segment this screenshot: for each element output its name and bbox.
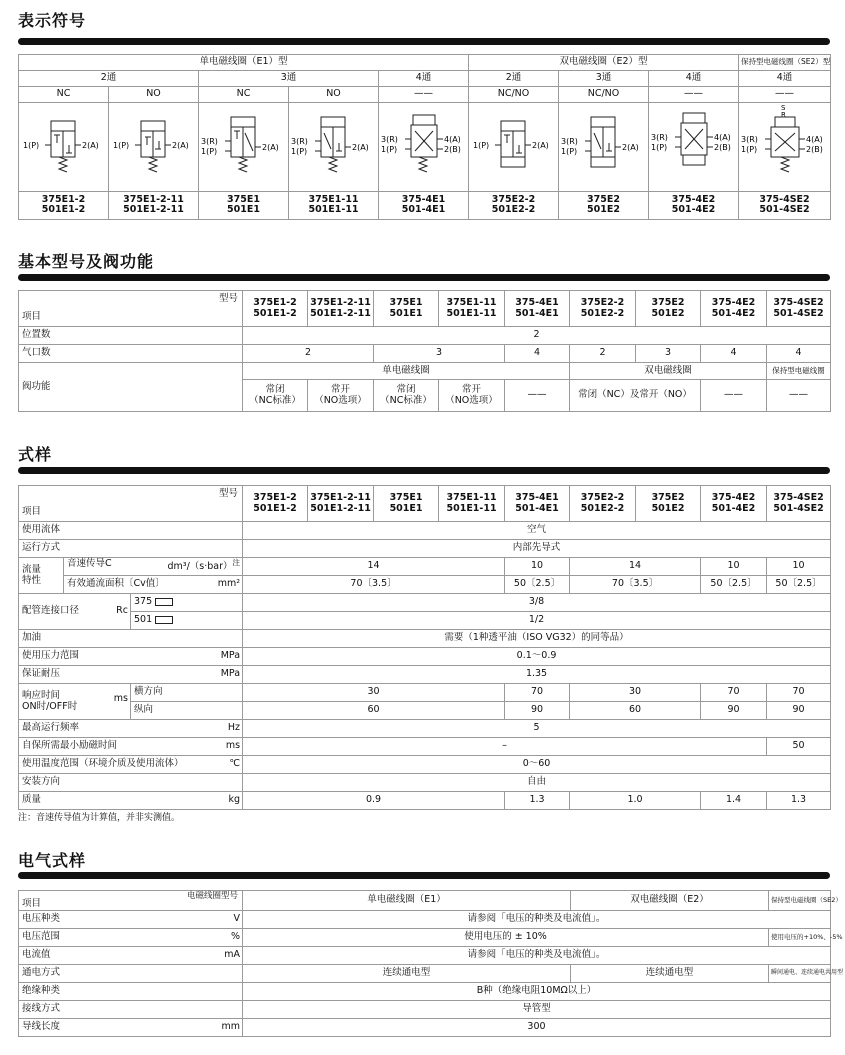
ports-cell: 3通	[199, 71, 379, 87]
fn-cell: NC/NO	[559, 87, 649, 103]
value-cell: 1.0	[570, 792, 701, 810]
svg-text:R: R	[781, 111, 786, 119]
valve-symbol	[199, 103, 289, 192]
header-cell: 单电磁线圈（E1）	[243, 891, 571, 911]
svg-text:S: S	[781, 104, 786, 112]
row-label: 响应时间 ON时/OFF时 ms	[19, 684, 131, 720]
section-bar	[18, 274, 830, 281]
value-cell: 2	[570, 345, 636, 363]
fn-cell: ——	[739, 87, 831, 103]
svg-text:2(A): 2(A)	[622, 143, 639, 152]
value-cell: 60	[243, 702, 505, 720]
header-corner: 型号 项目	[19, 291, 243, 327]
model-cell: 375E2-2 501E2-2	[570, 291, 636, 327]
value-cell: 常闭（NC）及常开（NO）	[570, 380, 701, 412]
value-cell: 请参阅「电压的种类及电流值」。	[243, 947, 831, 965]
model-cell: 375-4E1 501-4E1	[379, 191, 469, 219]
value-cell: 0.9	[243, 792, 505, 810]
svg-text:2(B): 2(B)	[714, 143, 731, 152]
value-cell: 0～60	[243, 756, 831, 774]
valve-symbol	[19, 103, 109, 192]
basic-table	[18, 290, 831, 412]
electrical-table	[18, 890, 844, 1037]
value-cell: B种（绝缘电阻10MΩ以上）	[243, 983, 831, 1001]
row-label: 气口数	[19, 345, 243, 363]
svg-text:2(A): 2(A)	[352, 143, 369, 152]
value-cell: 1.35	[243, 666, 831, 684]
value-cell: 10	[701, 558, 767, 576]
svg-text:2(A): 2(A)	[262, 143, 279, 152]
value-cell: 保持型电磁线圈	[767, 363, 831, 380]
header-corner: 型号 项目	[19, 486, 243, 522]
model-cell: 375E1 501E1	[374, 486, 439, 522]
value-cell: 3	[374, 345, 505, 363]
svg-text:1(P): 1(P)	[651, 143, 668, 152]
model-cell: 375E1-2 501E1-2	[243, 486, 308, 522]
row-label: 最高运行频率 Hz	[19, 720, 243, 738]
header-corner: 电磁线圈型号 项目	[19, 891, 243, 911]
model-cell: 375-4E1 501-4E1	[505, 486, 570, 522]
value-cell: –	[243, 738, 767, 756]
value-cell: 连续通电型	[571, 965, 769, 983]
svg-text:3(R): 3(R)	[381, 135, 398, 144]
value-cell: 2	[243, 327, 831, 345]
ports-cell: 4通	[739, 71, 831, 87]
section-bar	[18, 467, 830, 474]
ports-cell: 4通	[649, 71, 739, 87]
model-cell: 375E1-2-11 501E1-2-11	[109, 191, 199, 219]
value-cell: 90	[767, 702, 831, 720]
value-cell: 70	[767, 684, 831, 702]
value-cell: 70	[505, 684, 570, 702]
svg-text:2(B): 2(B)	[444, 145, 461, 154]
row-label: 阀功能	[19, 363, 243, 412]
row-label: 接线方式	[19, 1001, 243, 1019]
value-cell: 使用电压的 ± 10%	[243, 929, 769, 947]
fn-cell: ——	[379, 87, 469, 103]
row-label: 电流值 mA	[19, 947, 243, 965]
svg-text:1(P): 1(P)	[113, 141, 130, 150]
valve-symbol	[469, 103, 559, 192]
row-label: 使用压力范围 MPa	[19, 648, 243, 666]
footnote: 注：音速传导值为计算值，并非实测值。	[18, 813, 181, 823]
value-cell: 内部先导式	[243, 540, 831, 558]
symbols-table	[18, 54, 831, 220]
model-cell: 375E1-2 501E1-2	[243, 291, 308, 327]
value-cell: 需要（1种透平油（ISO VG32）的同等品）	[243, 630, 831, 648]
value-cell: 30	[243, 684, 505, 702]
svg-text:1(P): 1(P)	[561, 147, 578, 156]
row-label: 质量 kg	[19, 792, 243, 810]
value-cell: 4	[767, 345, 831, 363]
model-cell: 375E1 501E1	[199, 191, 289, 219]
row-label: 音速传导C dm³/$(s\cdot bar)^注$	[64, 558, 243, 576]
model-cell: 375E1-2 501E1-2	[19, 191, 109, 219]
section-title-specs: 式样	[18, 445, 53, 464]
value-cell: 4	[505, 345, 570, 363]
value-cell: 30	[570, 684, 701, 702]
svg-text:4(A): 4(A)	[714, 133, 731, 142]
svg-text:4(A): 4(A)	[444, 135, 461, 144]
row-label: 通电方式	[19, 965, 243, 983]
model-cell: 375-4E2 501-4E2	[701, 486, 767, 522]
value-cell: 50〔2.5〕	[767, 576, 831, 594]
value-cell: 50	[767, 738, 831, 756]
row-label: 使用流体	[19, 522, 243, 540]
model-cell: 375E2 501E2	[636, 291, 701, 327]
row-label: 保证耐压 MPa	[19, 666, 243, 684]
valve-symbol	[649, 103, 739, 192]
specs-table	[18, 485, 831, 810]
value-cell: 空气	[243, 522, 831, 540]
row-label: 纵向	[131, 702, 243, 720]
value-cell: 300	[243, 1019, 831, 1037]
svg-text:2(B): 2(B)	[806, 145, 823, 154]
value-cell: 90	[701, 702, 767, 720]
value-cell: 双电磁线圈	[570, 363, 767, 380]
ports-cell: 4通	[379, 71, 469, 87]
row-label: 自保所需最小励磁时间 ms	[19, 738, 243, 756]
model-cell: 375E1-2-11 501E1-2-11	[308, 486, 374, 522]
model-cell: 375-4E2 501-4E2	[649, 191, 739, 219]
pipe-375: 375	[131, 594, 243, 612]
row-label: 流量 特性	[19, 558, 64, 594]
port-label: 2(A)	[82, 141, 99, 150]
fn-cell: NC	[19, 87, 109, 103]
row-label: 位置数	[19, 327, 243, 345]
value-cell: 60	[570, 702, 701, 720]
value-cell: 常闭 （NC标准）	[374, 380, 439, 412]
model-cell: 375E2-2 501E2-2	[570, 486, 636, 522]
ports-cell: 2通	[19, 71, 199, 87]
value-cell: 瞬间通电、连续通电共用型	[769, 965, 831, 983]
model-cell: 375E1-2-11 501E1-2-11	[308, 291, 374, 327]
value-cell: 连续通电型	[243, 965, 571, 983]
row-label: 有效通流面积〔Cv值〕 mm²	[64, 576, 243, 594]
svg-text:4(A): 4(A)	[806, 135, 823, 144]
svg-text:1(P): 1(P)	[201, 147, 218, 156]
row-label: 绝缘种类	[19, 983, 243, 1001]
valve-symbol	[559, 103, 649, 192]
svg-text:1(P): 1(P)	[381, 145, 398, 154]
model-cell: 375-4SE2 501-4SE2	[739, 191, 831, 219]
svg-text:3(R): 3(R)	[561, 137, 578, 146]
svg-text:2(A): 2(A)	[172, 141, 189, 150]
section-title-electrical: 电气式样	[18, 851, 87, 870]
value-cell: 10	[505, 558, 570, 576]
row-label: 运行方式	[19, 540, 243, 558]
fn-cell: NC/NO	[469, 87, 559, 103]
header-cell: 保持型电磁线圈（SE2）	[769, 891, 831, 911]
model-cell: 375E2 501E2	[559, 191, 649, 219]
row-label: 横方向	[131, 684, 243, 702]
svg-text:3(R): 3(R)	[651, 133, 668, 142]
group-latch: 保持型电磁线圈（SE2）型	[739, 55, 831, 71]
section-bar	[18, 872, 830, 879]
value-cell: 3	[636, 345, 701, 363]
value-cell: 1.4	[701, 792, 767, 810]
group-single: 单电磁线圈（E1）型	[19, 55, 469, 71]
value-cell: 导管型	[243, 1001, 831, 1019]
group-double: 双电磁线圈（E2）型	[469, 55, 739, 71]
svg-text:3(R): 3(R)	[201, 137, 218, 146]
value-cell: 2	[243, 345, 374, 363]
pipe-501: 501	[131, 612, 243, 630]
valve-symbol	[109, 103, 199, 192]
row-label: 安装方向	[19, 774, 243, 792]
value-cell: 4	[701, 345, 767, 363]
value-cell: ——	[505, 380, 570, 412]
section-bar	[18, 38, 830, 45]
value-cell: ——	[701, 380, 767, 412]
port-label: 1(P)	[23, 141, 40, 150]
row-label: 配管连接口径 Rc	[19, 594, 131, 630]
value-cell: 请参阅「电压的种类及电流值」。	[243, 911, 831, 929]
value-cell: 单电磁线圈	[243, 363, 570, 380]
value-cell: 70〔3.5〕	[243, 576, 505, 594]
svg-text:3(R): 3(R)	[291, 137, 308, 146]
model-cell: 375-4SE2 501-4SE2	[767, 291, 831, 327]
value-cell: 50〔2.5〕	[505, 576, 570, 594]
svg-text:1(P): 1(P)	[473, 141, 490, 150]
value-cell: 常开 （NO选项）	[308, 380, 374, 412]
row-label: 电压范围 %	[19, 929, 243, 947]
value-cell: 70	[701, 684, 767, 702]
value-cell: 1.3	[767, 792, 831, 810]
value-cell: 常闭 （NC标准）	[243, 380, 308, 412]
svg-text:1(P): 1(P)	[291, 147, 308, 156]
model-cell: 375E2-2 501E2-2	[469, 191, 559, 219]
value-cell: 70〔3.5〕	[570, 576, 701, 594]
value-cell: 50〔2.5〕	[701, 576, 767, 594]
model-cell: 375E1-11 501E1-11	[439, 486, 505, 522]
value-cell: 常开 （NO选项）	[439, 380, 505, 412]
valve-symbol	[739, 103, 831, 192]
valve-symbol	[379, 103, 469, 192]
fn-cell: NO	[289, 87, 379, 103]
model-cell: 375E1-11 501E1-11	[439, 291, 505, 327]
row-label: 导线长度 mm	[19, 1019, 243, 1037]
value-cell: 10	[767, 558, 831, 576]
ports-cell: 3通	[559, 71, 649, 87]
value-cell: 3/8	[243, 594, 831, 612]
fn-cell: NO	[109, 87, 199, 103]
model-cell: 375E1-11 501E1-11	[289, 191, 379, 219]
row-label: 使用温度范围（环境介质及使用流体） ℃	[19, 756, 243, 774]
model-cell: 375-4SE2 501-4SE2	[767, 486, 831, 522]
model-cell: 375-4E1 501-4E1	[505, 291, 570, 327]
section-title-basic: 基本型号及阀功能	[18, 252, 155, 271]
svg-text:2(A): 2(A)	[532, 141, 549, 150]
row-label: 加油	[19, 630, 243, 648]
value-cell: ——	[767, 380, 831, 412]
fn-cell: NC	[199, 87, 289, 103]
svg-text:3(R): 3(R)	[741, 135, 758, 144]
fn-cell: ——	[649, 87, 739, 103]
value-cell: 1/2	[243, 612, 831, 630]
value-cell: 使用电压的+10%、-5%	[769, 929, 831, 947]
value-cell: 14	[243, 558, 505, 576]
value-cell: 0.1～0.9	[243, 648, 831, 666]
value-cell: 5	[243, 720, 831, 738]
value-cell: 14	[570, 558, 701, 576]
model-cell: 375-4E2 501-4E2	[701, 291, 767, 327]
model-cell: 375E1 501E1	[374, 291, 439, 327]
value-cell: 1.3	[505, 792, 570, 810]
valve-symbol	[289, 103, 379, 192]
section-title-symbols: 表示符号	[18, 11, 87, 30]
ports-cell: 2通	[469, 71, 559, 87]
svg-text:1(P): 1(P)	[741, 145, 758, 154]
row-label: 电压种类 V	[19, 911, 243, 929]
header-cell: 双电磁线圈（E2）	[571, 891, 769, 911]
model-cell: 375E2 501E2	[636, 486, 701, 522]
value-cell: 90	[505, 702, 570, 720]
value-cell: 自由	[243, 774, 831, 792]
